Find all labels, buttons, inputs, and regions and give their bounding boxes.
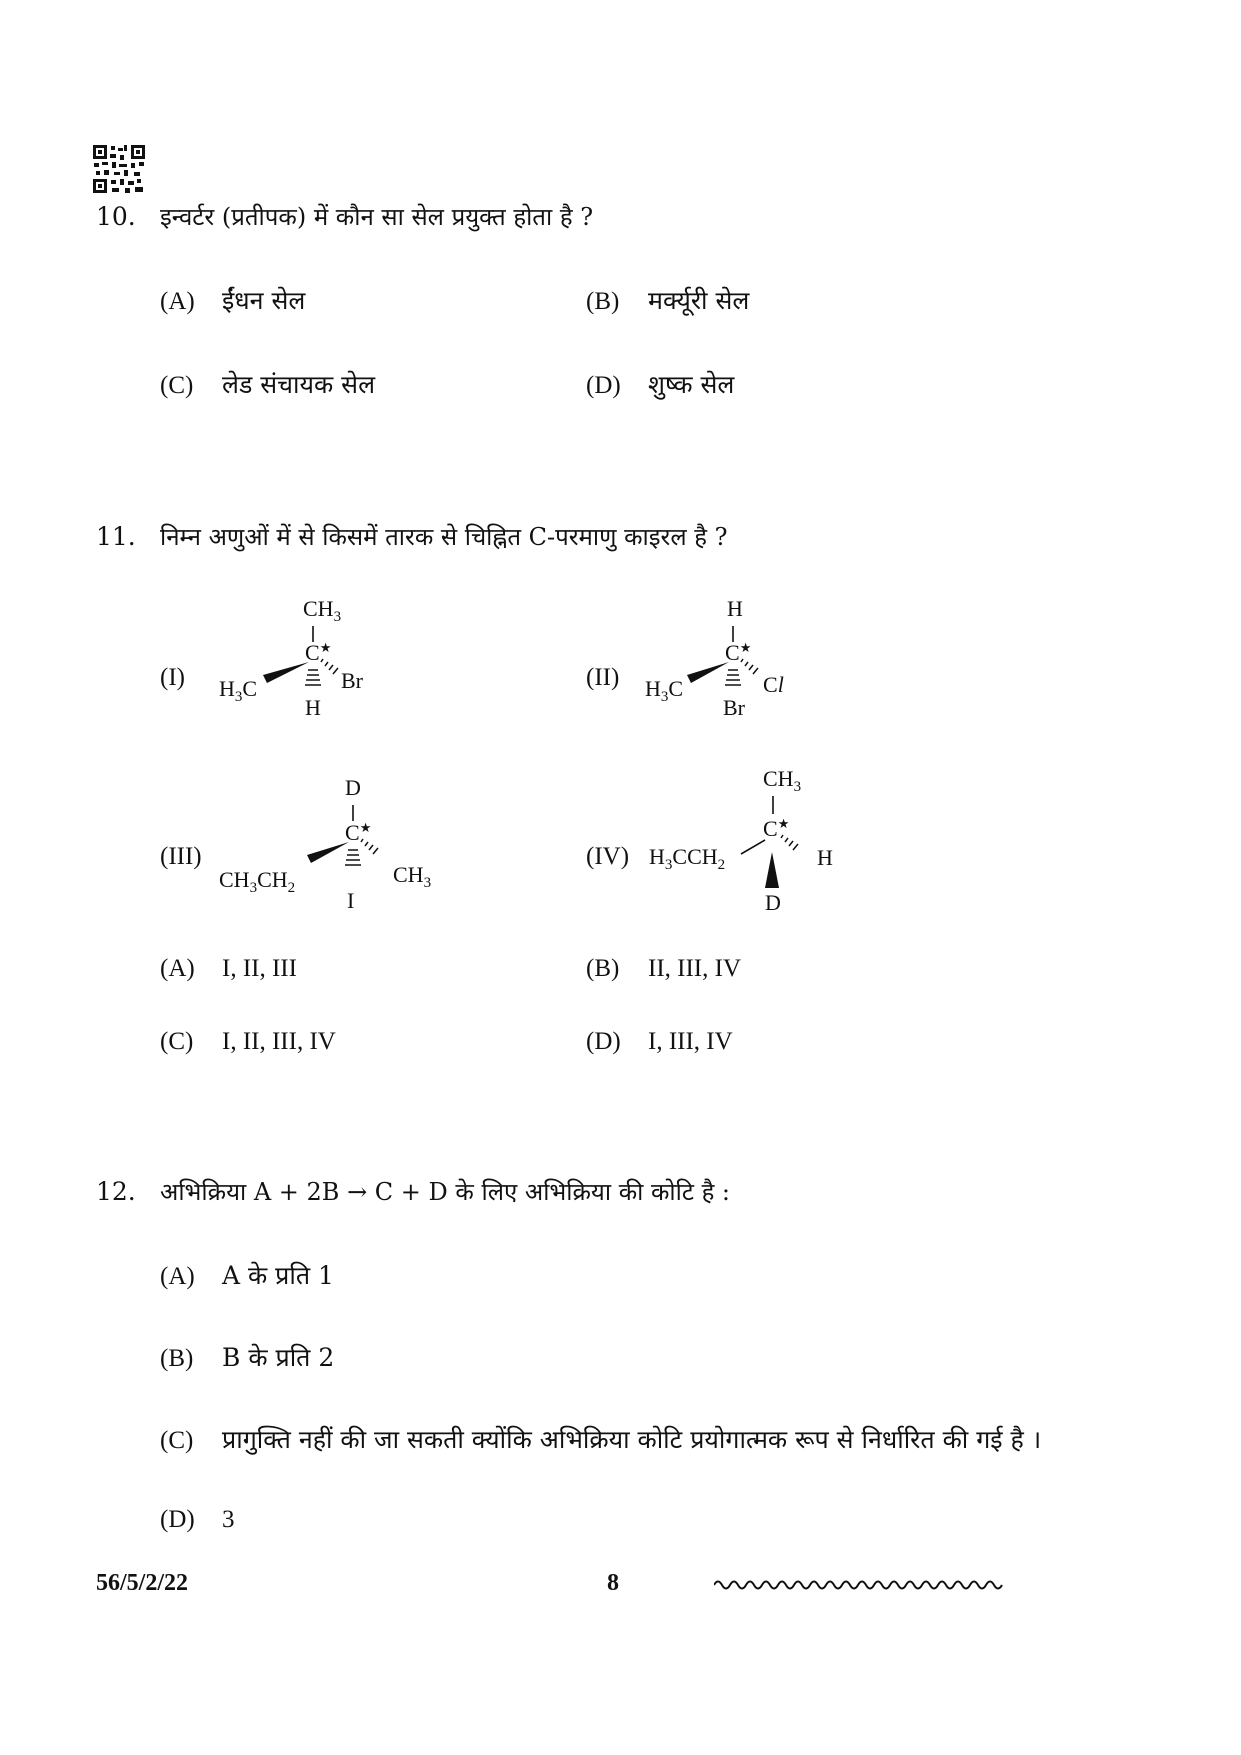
option-label: (D) [586,1028,621,1055]
q10-option-c[interactable] [160,367,375,401]
question-12-text: अभिक्रिया A + 2B → C + D के लिए अभिक्रिया की कोटि है : [160,1178,731,1206]
option-label: (B) [160,1345,194,1372]
option-text: B के प्रति 2 [222,1343,335,1372]
option-label: (A) [160,955,195,982]
structure-label-3: (III) [160,843,202,870]
q11-option-d[interactable] [586,1026,733,1056]
q11-option-a[interactable] [160,953,297,983]
structure-label-1: (I) [160,664,185,691]
substituent-top: D [345,775,361,800]
option-label: (C) [160,372,194,399]
option-label: (A) [160,1263,195,1290]
substituent-left: $CH_3CH_2$ [219,867,296,896]
q12-option-c[interactable] [160,1422,1200,1456]
q11-option-c[interactable] [160,1026,336,1056]
option-text: मर्क्यूरी सेल [648,286,750,315]
molecule-structure-2: H C★ $H_3C$ Cl Br [645,596,784,720]
molecule-structure-3: D C★ $CH_3CH_2$ $CH_3$ I [219,775,432,913]
substituent-left: $H_3C$ [645,676,684,705]
substituent-top: $CH_3$ [303,596,342,625]
wavy-line-icon [714,1577,1004,1593]
option-label: (C) [160,1028,194,1055]
substituent-left: $H_3C$ [219,676,258,705]
question-10-number: 10. [96,202,136,231]
option-text: A के प्रति 1 [222,1261,334,1290]
molecule-structure-1: $CH_3$ C★ $H_3C$ Br H [219,596,363,720]
option-text: 3 [222,1506,235,1533]
option-label: (C) [160,1427,194,1454]
question-11-text: निम्न अणुओं में से किसमें तारक से चिह्नित C-परमाणु काइरल है ? [160,523,728,551]
option-text: प्रागुक्ति नहीं की जा सकती क्योंकि अभिक्रिया कोटि प्रयोगात्मक रूप से निर्धारित की गई है । [222,1425,1042,1454]
option-text: लेड संचायक सेल [222,370,376,399]
substituent-right: Br [341,668,363,693]
q10-option-b[interactable] [586,283,749,317]
substituent-bottom: H [305,695,321,720]
page-number: 8 [607,1570,619,1596]
option-text: I, II, III [222,955,297,982]
substituent-top: H [727,596,743,621]
option-text: शुष्क सेल [648,370,735,399]
q10-option-a[interactable] [160,283,305,317]
q11-option-b[interactable] [586,953,741,983]
structure-label-2: (II) [586,664,620,691]
question-10-text: इन्वर्टर (प्रतीपक) में कौन सा सेल प्रयुक्त होता है ? [160,203,594,231]
substituent-bottom: D [765,890,781,915]
substituent-top: $CH_3$ [763,766,802,795]
option-text: ईंधन सेल [222,286,306,315]
molecule-structure-4: $CH_3$ C★ $H_3CCH_2$ H D [649,766,833,915]
paper-code: 56/5/2/22 [96,1570,189,1596]
option-text: I, II, III, IV [222,1028,336,1055]
substituent-bottom: Br [723,695,745,720]
option-text: II, III, IV [648,955,742,982]
option-label: (A) [160,288,195,315]
q12-option-d[interactable] [160,1504,235,1534]
q12-option-b[interactable] [160,1340,334,1374]
option-label: (D) [586,372,621,399]
question-11-number: 11. [96,522,136,551]
q12-option-a[interactable] [160,1258,334,1292]
option-text: I, III, IV [648,1028,733,1055]
substituent-right: H [817,845,833,870]
q10-option-d[interactable] [586,367,734,401]
structure-label-4: (IV) [586,843,630,870]
option-label: (D) [160,1506,195,1533]
option-label: (B) [586,288,620,315]
substituent-left: $H_3CCH_2$ [649,844,726,873]
substituent-bottom: I [347,888,355,913]
substituent-right: Cl [763,672,784,697]
qr-code-icon [92,144,146,194]
question-12-number: 12. [96,1177,136,1206]
option-label: (B) [586,955,620,982]
substituent-right: $CH_3$ [393,862,432,891]
